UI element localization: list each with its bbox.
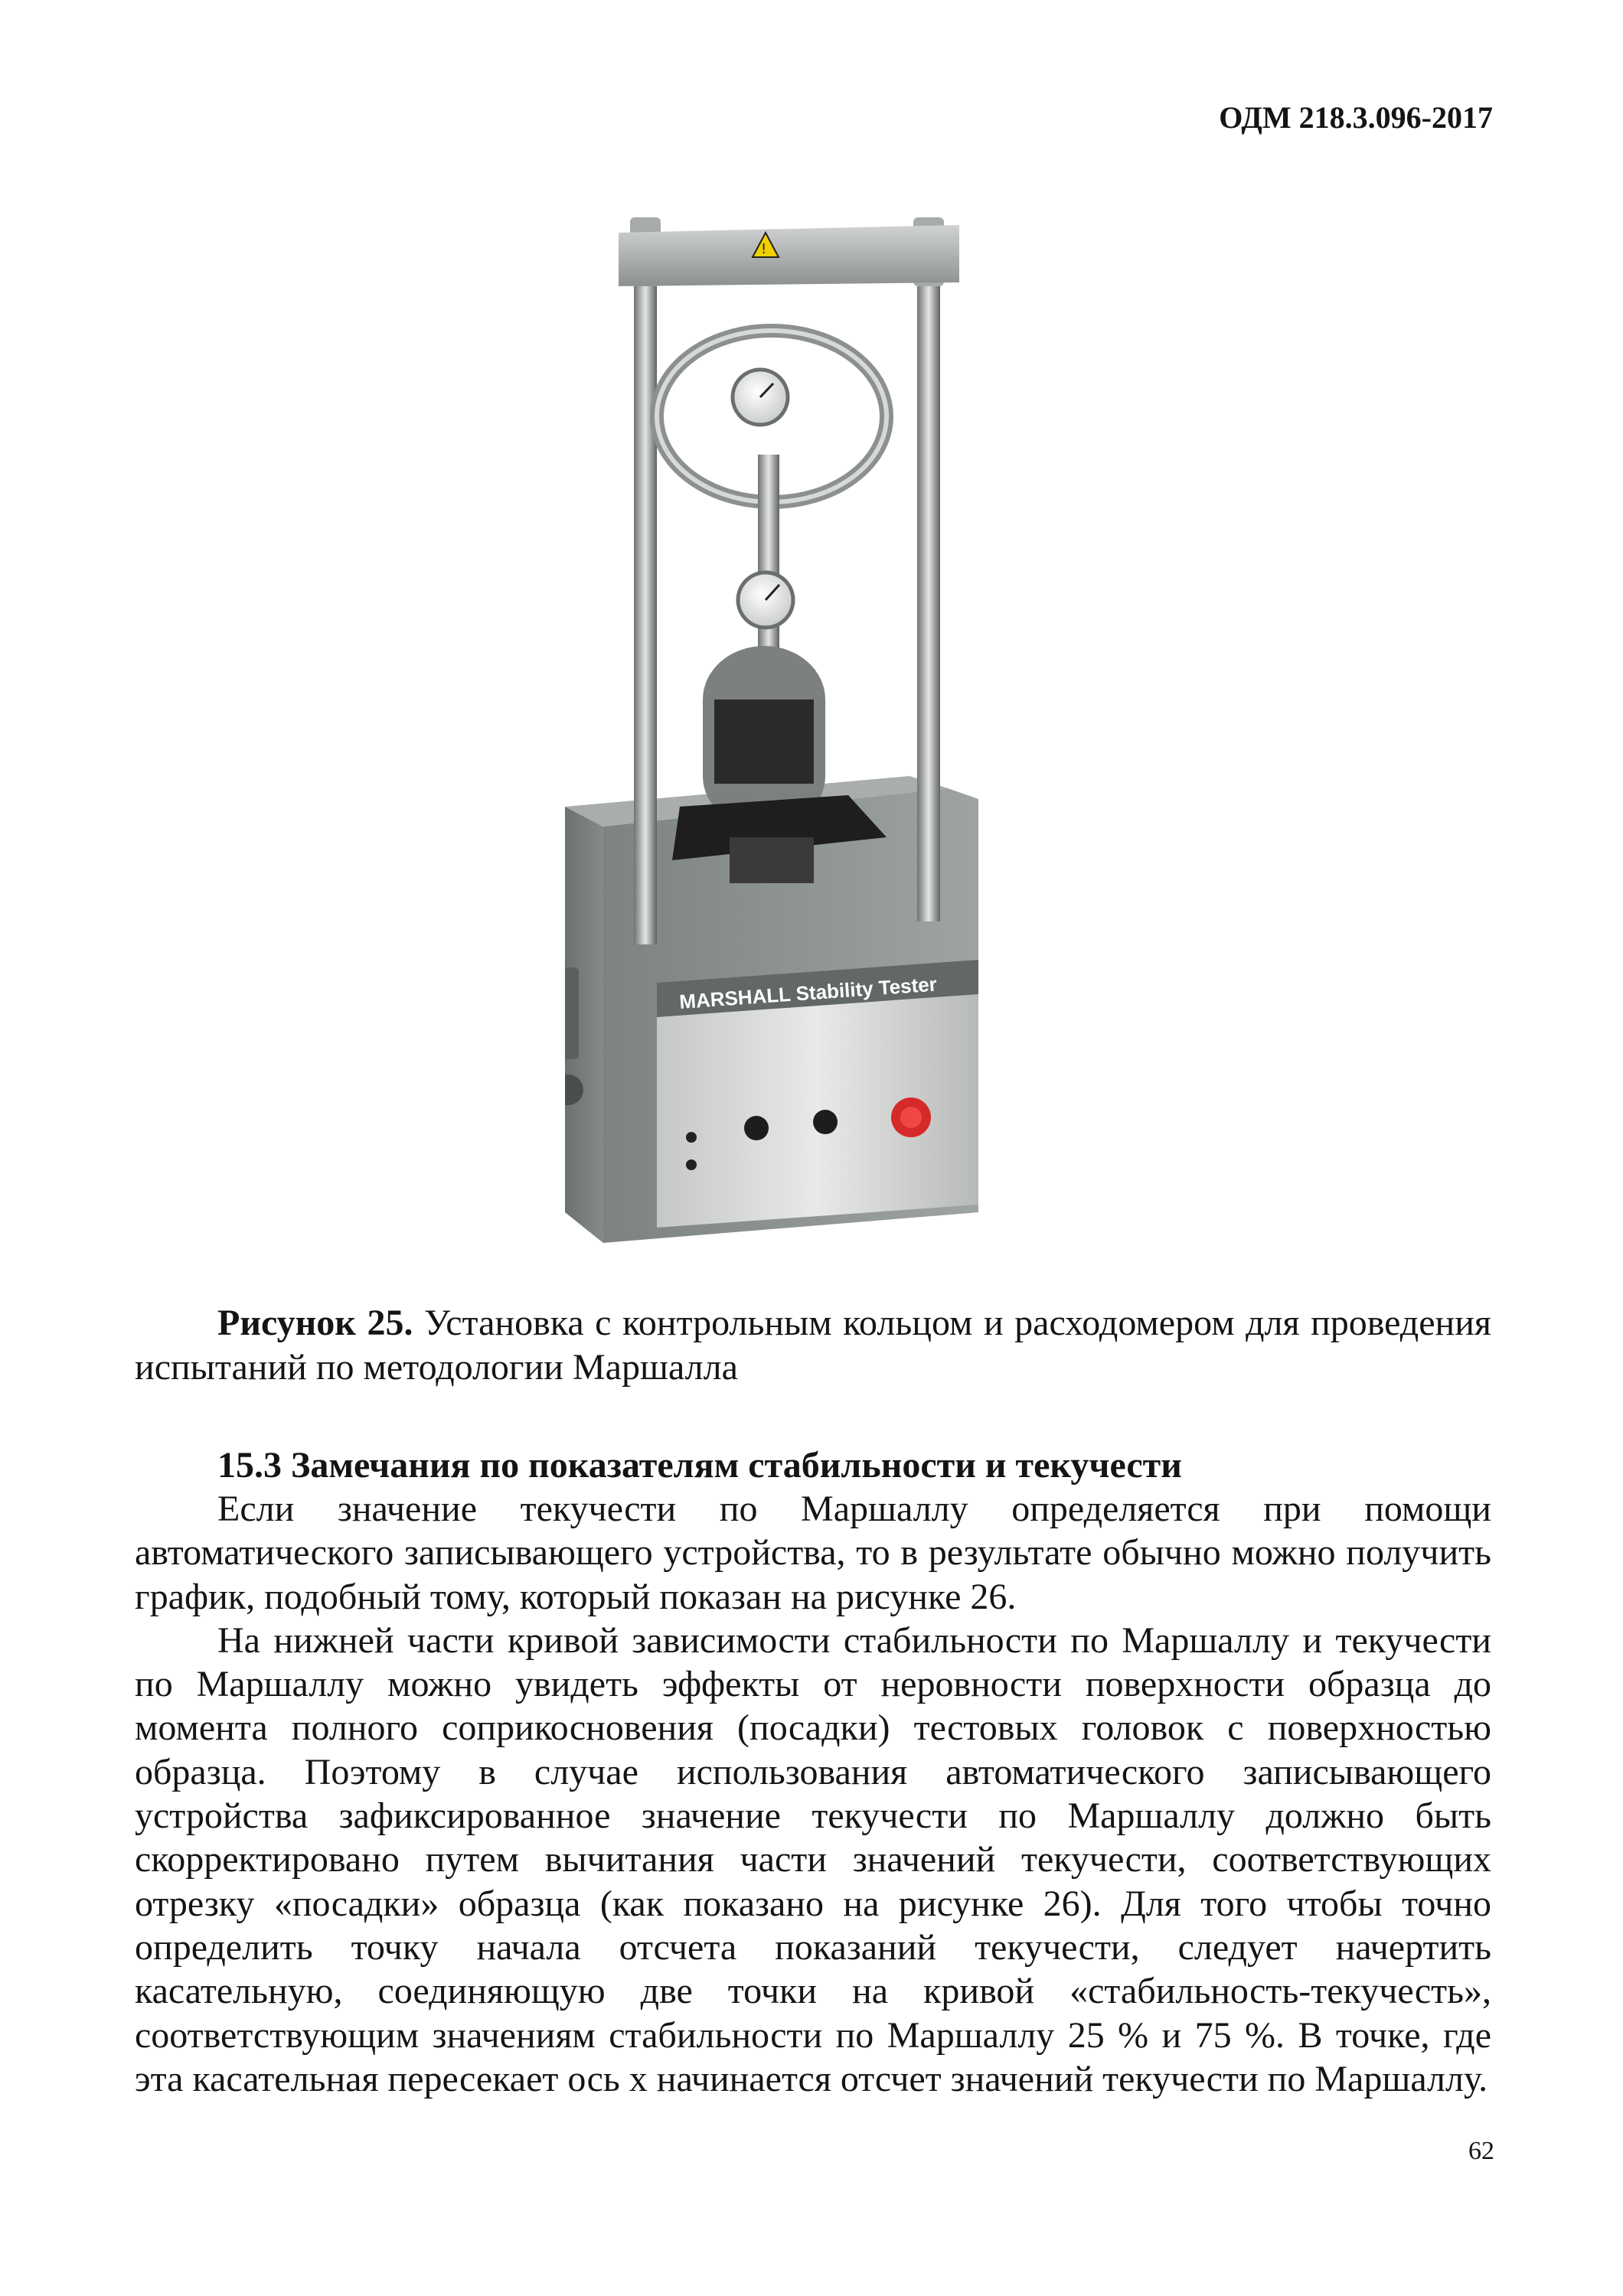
marshall-tester-figure [565,171,1147,1270]
document-code: ОДМ 218.3.096-2017 [1219,100,1493,135]
panel-label: MARSHALL Stability Tester [678,972,938,1013]
figure-label: Рисунок 25. [217,1303,413,1343]
paragraph: Если значение текучести по Маршаллу определяется при помощи автоматического записывающего устройства, то в результате обычно можно получить график, подобный тому, который показан на рисунке 26. [135,1489,1491,1617]
crossbeam [619,225,959,286]
svg-text:!: ! [761,241,767,257]
figure-caption [135,1301,1491,1390]
section-heading: 15.3 Замечания по показателям стабильности и текучести [217,1445,1182,1486]
knob-icon [813,1110,838,1134]
control-panel [657,960,978,1228]
figure-caption-text: Установка с контрольным кольцом и расходомером для проведения испытаний по методологии Маршалла [135,1303,1491,1388]
paragraph: На нижней части кривой зависимости стабильности по Маршаллу и текучести по Маршаллу можно увидеть эффекты от неровности поверхности образца до момента полного соприкосновения (посадки) тестовых головок с поверхностью образца. Поэтому в случае использования автоматического записывающего устройства зафиксированное значение текучести по Маршаллу должно быть скорректировано путем вычитания части значений текучести, соответствующих отрезку «посадки» образца (как показано на рисунке 26). Для того чтобы точно определить точку начала отсчета показаний текучести, следует начертить касательную, соединяющую две точки на кривой «стабильность-текучесть», соответствующим значениям стабильности по Маршаллу 25 % и 75 %. В точке, где эта касательная пересекает ось x начинается отсчет значений текучести по Маршаллу. [135,1619,1491,2099]
section-body [135,1487,1491,2101]
knob-icon [744,1116,769,1140]
page-number: 62 [1468,2137,1494,2165]
